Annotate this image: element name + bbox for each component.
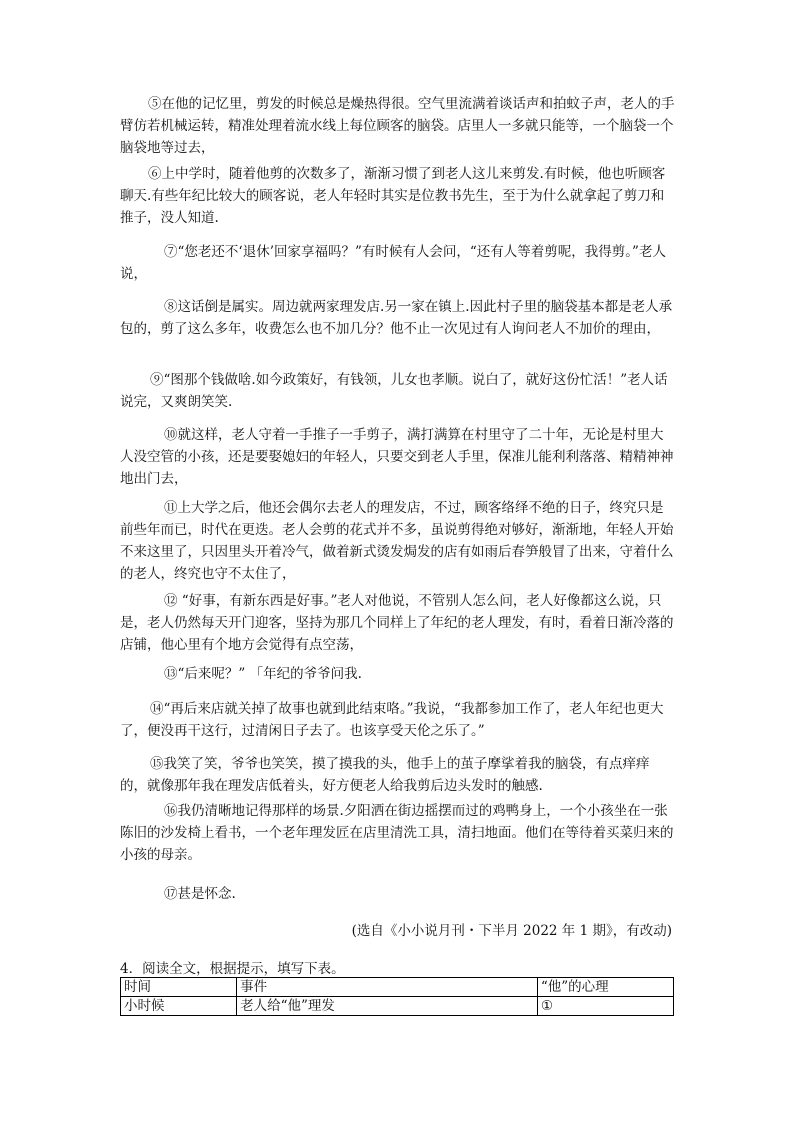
table-header-cell: “他”的心理 <box>537 978 673 997</box>
table-header-row <box>121 978 674 997</box>
paragraph-12: ⑫ “好事，有新东西是好事。”老人对他说，不管别人怎么问，老人好像都这么说，只是，老人仍然每天开门迎客，坚持为那几个同样上了年纪的老人理发，有时，看着日渐冷落的店铺，他心里有个地方会觉得有点空荡， <box>120 593 674 653</box>
table-cell: 老人给“他”理发 <box>237 997 538 1016</box>
table-header-cell: 事件 <box>237 978 538 997</box>
paragraph-6: ⑥上中学时，随着他剪的次数多了，渐渐习惯了到老人这儿来剪发.有时候，他也听顾客聊天.有些年纪比较大的顾客说，老人年轻时其实是位教书先生，至于为什么就拿起了剪刀和推子，没人知道. <box>120 166 666 226</box>
paragraph-13: ⑬“后来呢？” 「年纪的爷爷问我. <box>164 666 362 682</box>
answer-table <box>120 977 674 1016</box>
paragraph-8: ⑧这话倒是属实。周边就两家理发店.另一家在镇上.因此村子里的脑袋基本都是老人承包的，剪了这么多年，收费怎么也不加几分？他不止一次见过有人询问老人不加价的理由， <box>120 299 673 337</box>
paragraph-7: ⑦“您老还不‘退休’回家享福吗？”有时候有人会问，“还有人等着剪呢，我得剪。”老人说， <box>120 244 666 282</box>
paragraph-9: ⑨“图那个钱做啥.如今政策好，有钱领，儿女也孝顺。说白了，就好这份忙活！”老人话说完，又爽朗笑笑. <box>120 372 668 410</box>
paragraph-16: ⑯我仍清晰地记得那样的场景.夕阳洒在街边摇摆而过的鸡鸭身上，一个小孩坐在一张陈旧的沙发椅上看书，一个老年理发匠在店里清洗工具，清扫地面。他们在等待着买菜归来的小孩的母亲。 <box>120 803 674 863</box>
paragraph-10: ⑩就这样，老人守着一手推子一手剪子，满打满算在村里守了二十年，无论是村里大人没空管的小孩，还是要娶媳妇的年轻人，只要交到老人手里，保准儿能利利落落、精精神神地出门去， <box>120 427 674 487</box>
source-citation: (选自《小小说月刊・下半月 2022 年 1 期》，有改动) <box>351 923 672 939</box>
table-row <box>121 997 674 1016</box>
paragraph-15: ⑮我笑了笑，爷爷也笑笑，摸了摸我的头，他手上的茧子摩挲着我的脑袋，有点痒痒的，就像那年我在理发店低着头，好方便老人给我剪后边头发时的触感. <box>120 756 650 794</box>
answer-blank-cell[interactable]: ① <box>537 997 673 1016</box>
paragraph-11: ⑪上大学之后，他还会偶尔去老人的理发店，不过，顾客络绎不绝的日子，终究只是前些年而已，时代在更迭。老人会剪的花式并不多，虽说剪得绝对够好，渐渐地，年轻人开始不来这里了，只因里头开着冷气，做着新式烫发焗发的店有如雨后春笋般冒了出来，守着什么的老人，终究也守不太住了， <box>120 500 674 582</box>
question-4: 4．阅读全文，根据提示，填写下表。 <box>120 961 345 977</box>
paragraph-14: ⑭“再后来店就关掉了故事也就到此结束咯。”我说，“我都参加工作了，老人年纪也更大了，便没再干这行，过清闲日子去了。也该享受天伦之乐了。” <box>120 701 664 739</box>
table-cell: 小时候 <box>121 997 237 1016</box>
table-header-cell: 时间 <box>121 978 237 997</box>
paragraph-5: ⑤在他的记忆里，剪发的时候总是燥热得很。空气里流满着谈话声和拍蚊子声，老人的手臂仿若机械运转，精准处理着流水线上每位顾客的脑袋。店里人一多就只能等，一个脑袋一个脑袋地等过去， <box>120 96 675 156</box>
paragraph-17: ⑰甚是怀念. <box>164 886 236 902</box>
